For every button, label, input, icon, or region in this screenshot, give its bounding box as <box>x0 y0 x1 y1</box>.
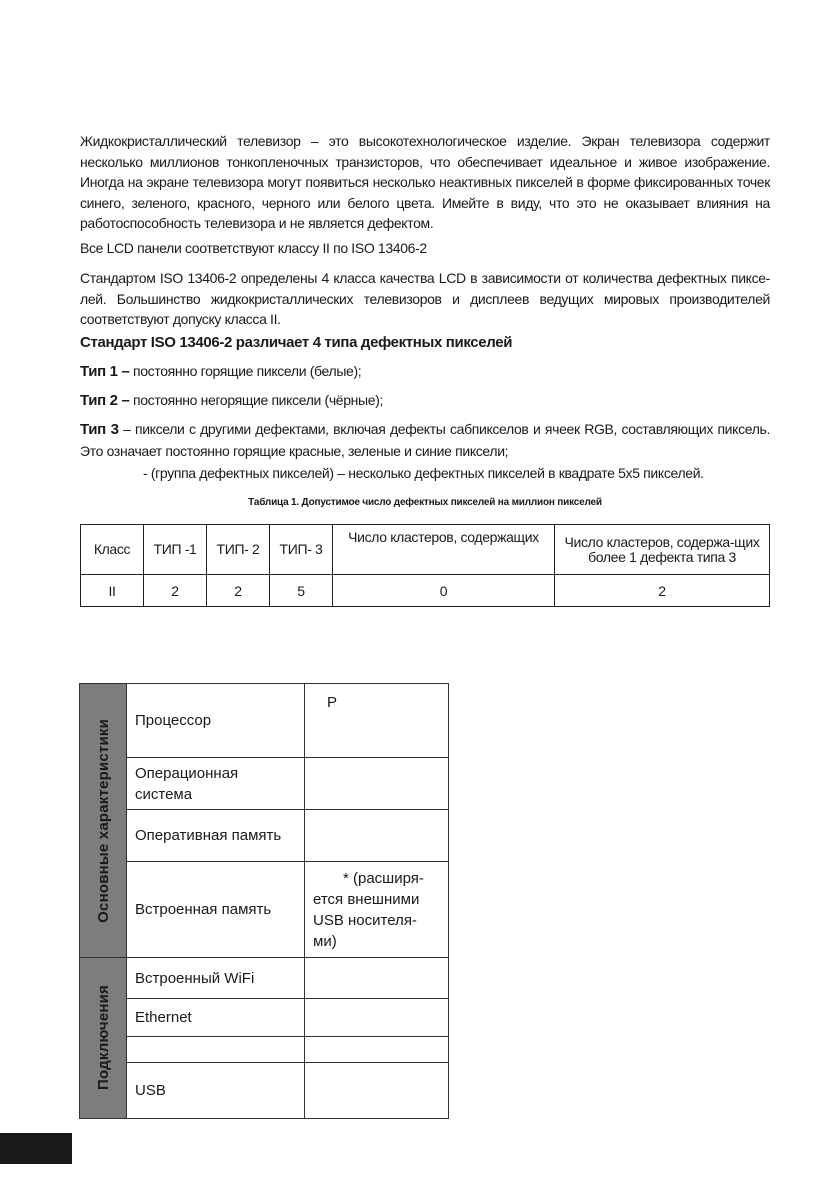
intro-text-3: Стандартом ISO 13406-2 определены 4 класса качества LCD в зависимости от количества дефектных пиксе-лей. Большинство жидкокристаллических телевизоров и дисплеев ведущих мировых производителей соответствуют допуску класса II. <box>80 270 770 327</box>
type-3-label: Тип 3 <box>80 421 119 438</box>
types-heading: Стандарт ISO 13406-2 различает 4 типа дефектных пикселей <box>80 334 513 351</box>
spec-label-os: Операционная система <box>127 758 305 810</box>
type-1-text: постоянно горящие пиксели (белые); <box>133 363 362 379</box>
header-type-1: ТИП -1 <box>144 525 207 575</box>
intro-text-1: Жидкокристаллический телевизор – это высокотехнологическое изделие. Экран телевизора содержит несколько миллионов тонкопленочных транзисторов, что обеспечивает идеальное и живое изображение. Иногда на экране телевизора могут появиться несколько неактивных пикселей в форме фиксированных точек синего, зеленого, красного, черного или белого цвета. Имейте в виду, что это не оказывает влияния на работоспособность телевизора и не является дефектом. <box>80 133 770 231</box>
spec-label-ram: Оперативная память <box>127 810 305 862</box>
spec-value-ram <box>305 810 449 862</box>
cell-clusters: 0 <box>333 575 555 607</box>
spec-value-wifi <box>305 958 449 999</box>
spec-row-processor <box>80 684 449 758</box>
spec-row-os <box>80 758 449 810</box>
page-footer-bar <box>0 1133 72 1164</box>
cell-type-3: 5 <box>270 575 333 607</box>
intro-paragraph-1 <box>80 131 770 234</box>
intro-paragraph-3 <box>80 268 770 330</box>
cell-type-2: 2 <box>207 575 270 607</box>
header-clusters: Число кластеров, содержащих <box>333 525 555 575</box>
spec-label-ethernet: Ethernet <box>127 999 305 1037</box>
spec-row-wifi <box>80 958 449 999</box>
spec-value-storage: * (расширя-ется внешними USB носителя-ми) <box>305 862 449 958</box>
cell-class: II <box>81 575 144 607</box>
spec-row-ram <box>80 810 449 862</box>
group-conn-cell <box>80 958 127 1119</box>
spec-row-usb <box>80 1063 449 1119</box>
spec-label-storage: Встроенная память <box>127 862 305 958</box>
table-header-row <box>81 525 770 575</box>
type-2-text: постоянно негорящие пиксели (чёрные); <box>133 392 384 408</box>
cell-type-1: 2 <box>144 575 207 607</box>
group-main-label: Основные характеристики <box>94 718 112 923</box>
table-row <box>81 575 770 607</box>
table-caption: Таблица 1. Допустимое число дефектных пикселей на миллион пикселей <box>248 497 602 508</box>
type-1-label: Тип 1 – <box>80 363 130 380</box>
spec-row-empty <box>80 1037 449 1063</box>
header-type-3: ТИП- 3 <box>270 525 333 575</box>
spec-label-empty <box>127 1037 305 1063</box>
type-2-label: Тип 2 – <box>80 392 130 409</box>
specs-table <box>79 683 449 1119</box>
type-3-text: – пиксели с другими дефектами, включая дефекты сабпикселов и ячеек RGB, составляющих пиксель. Это означает постоянно горящие красные, зеленые и синие пиксели; <box>80 421 771 459</box>
spec-label-processor: Процессор <box>127 684 305 758</box>
header-class: Класс <box>81 525 144 575</box>
spec-label-wifi: Встроенный WiFi <box>127 958 305 999</box>
spec-label-usb: USB <box>127 1063 305 1119</box>
spec-value-os <box>305 758 449 810</box>
type-3-line <box>80 419 770 461</box>
group-conn-label: Подключения <box>94 985 112 1091</box>
header-type-2: ТИП- 2 <box>207 525 270 575</box>
cell-clusters-type-3: 2 <box>555 575 770 607</box>
cluster-note: - (группа дефектных пикселей) – несколько дефектных пикселей в квадрате 5х5 пикселей. <box>143 465 704 481</box>
header-clusters-type-3: Число кластеров, содержа-щих более 1 дефекта типа 3 <box>555 525 770 575</box>
spec-row-ethernet <box>80 999 449 1037</box>
intro-paragraph-2: Все LCD панели соответствуют классу II по ISO 13406-2 <box>80 240 427 256</box>
spec-value-ethernet <box>305 999 449 1037</box>
type-1-line <box>80 363 361 380</box>
defect-pixels-table <box>80 524 770 607</box>
type-2-line <box>80 392 383 409</box>
spec-value-empty <box>305 1037 449 1063</box>
spec-row-storage <box>80 862 449 958</box>
spec-value-usb <box>305 1063 449 1119</box>
spec-value-processor: Р <box>305 684 449 758</box>
group-main-cell <box>80 684 127 958</box>
